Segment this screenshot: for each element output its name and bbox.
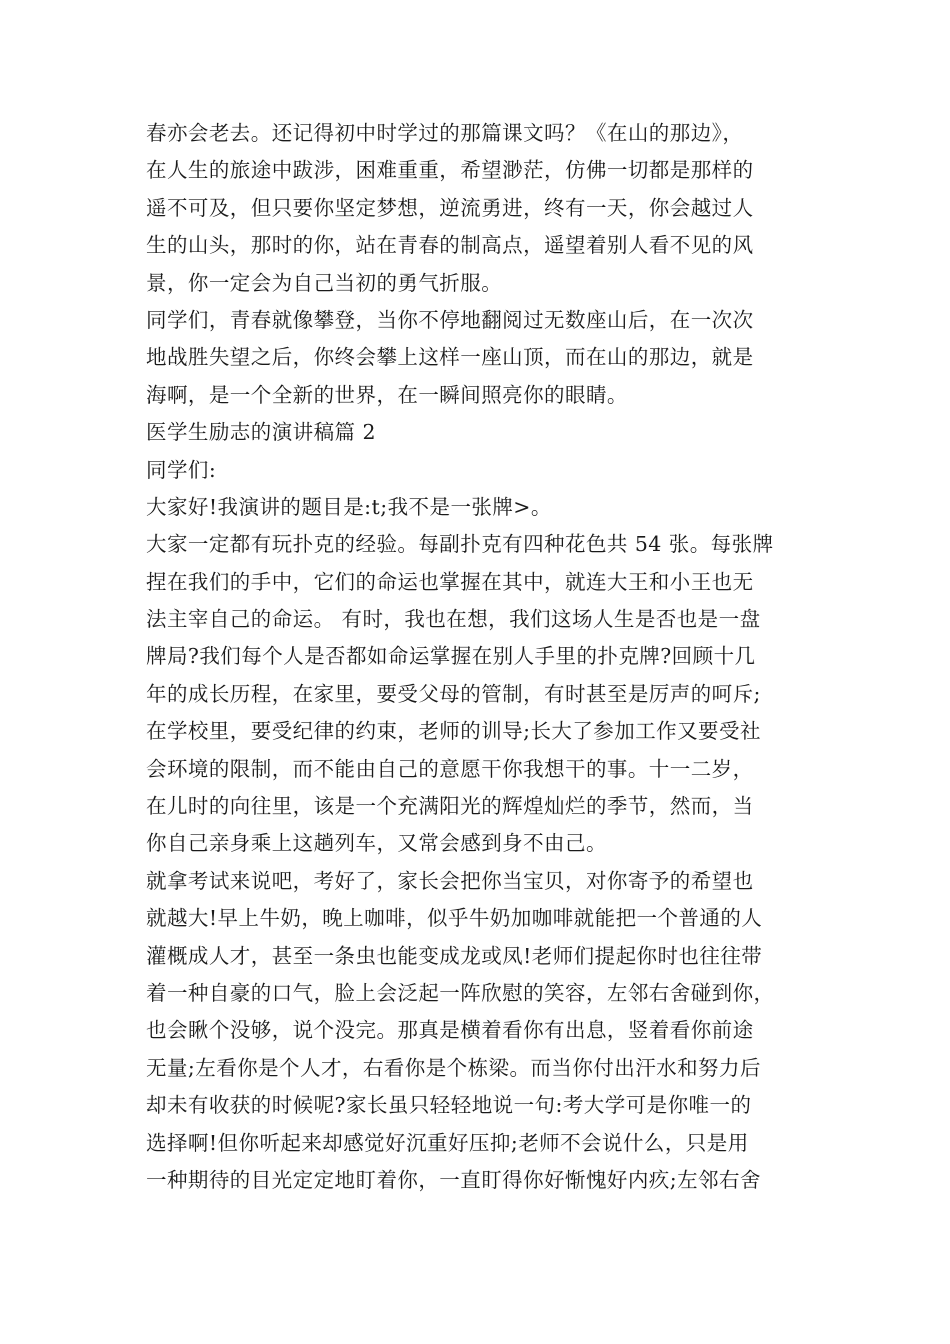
text-line: 在儿时的向往里，该是一个充满阳光的辉煌灿烂的季节，然而，当 (146, 794, 754, 819)
text-line: 会环境的限制，而不能由自己的意愿干你我想干的事。十一二岁， (146, 756, 754, 781)
text-line: 景，你一定会为自己当初的勇气折服。 (146, 270, 503, 295)
text-line: 一种期待的目光定定地盯着你，一直盯得你好惭愧好内疚;左邻右舍 (146, 1167, 761, 1192)
text-line: 你自己亲身乘上这趟列车，又常会感到身不由己。 (146, 831, 607, 856)
text-line: 就越大!早上牛奶，晚上咖啡，似乎牛奶加咖啡就能把一个普通的人 (146, 906, 763, 931)
document-body (146, 115, 818, 1199)
text-line: 灌概成人才，甚至一条虫也能变成龙或凤!老师们提起你时也往往带 (146, 943, 763, 968)
text-line: 海啊，是一个全新的世界，在一瞬间照亮你的眼睛。 (146, 382, 628, 407)
text-line: 捏在我们的手中，它们的命运也掌握在其中，就连大王和小王也无 (146, 569, 754, 594)
text-line: 同学们，青春就像攀登，当你不停地翻阅过无数座山后，在一次次 (146, 307, 754, 332)
text-line: 年的成长历程，在家里，要受父母的管制，有时甚至是厉声的呵斥; (146, 681, 761, 706)
text-line: 生的山头，那时的你，站在青春的制高点，遥望着别人看不见的风 (146, 233, 754, 258)
text-line: 无量;左看你是个人才，右看你是个栋梁。而当你付出汗水和努力后 (146, 1055, 761, 1080)
text-line: 在人生的旅途中跋涉，困难重重，希望渺茫，仿佛一切都是那样的 (146, 158, 754, 183)
text-line: 法主宰自己的命运。 有时，我也在想，我们这场人生是否也是一盘 (146, 607, 761, 632)
text-line: 却未有收获的时候呢?家长虽只轻轻地说一句:考大学可是你唯一的 (146, 1093, 752, 1118)
text-line: 就拿考试来说吧，考好了，家长会把你当宝贝，对你寄予的希望也 (146, 868, 754, 893)
text-line: 大家一定都有玩扑克的经验。每副扑克有四种花色共 54 张。每张牌 (146, 532, 774, 557)
text-line: 遥不可及，但只要你坚定梦想，逆流勇进，终有一天，你会越过人 (146, 195, 754, 220)
text-line: 春亦会老去。还记得初中时学过的那篇课文吗？《在山的那边》， (146, 121, 744, 145)
text-line: 也会瞅个没够，说个没完。那真是横着看你有出息，竖着看你前途 (146, 1018, 754, 1043)
text-line: 同学们: (146, 457, 217, 482)
text-line: 着一种自豪的口气，脸上会泛起一阵欣慰的笑容，左邻右舍碰到你， (146, 980, 775, 1005)
text-line: 牌局?我们每个人是否都如命运掌握在别人手里的扑克牌?回顾十几 (146, 644, 756, 669)
text-line: 选择啊!但你听起来却感觉好沉重好压抑;老师不会说什么，只是用 (146, 1130, 749, 1155)
text-line: 大家好!我演讲的题目是:t;我不是一张牌>。 (146, 494, 552, 519)
text-line: 在学校里，要受纪律的约束，老师的训导;长大了参加工作又要受社 (146, 719, 761, 744)
section-heading: 医学生励志的演讲稿篇 2 (146, 420, 376, 445)
text-line: 地战胜失望之后，你终会攀上这样一座山顶，而在山的那边，就是 (146, 345, 754, 370)
